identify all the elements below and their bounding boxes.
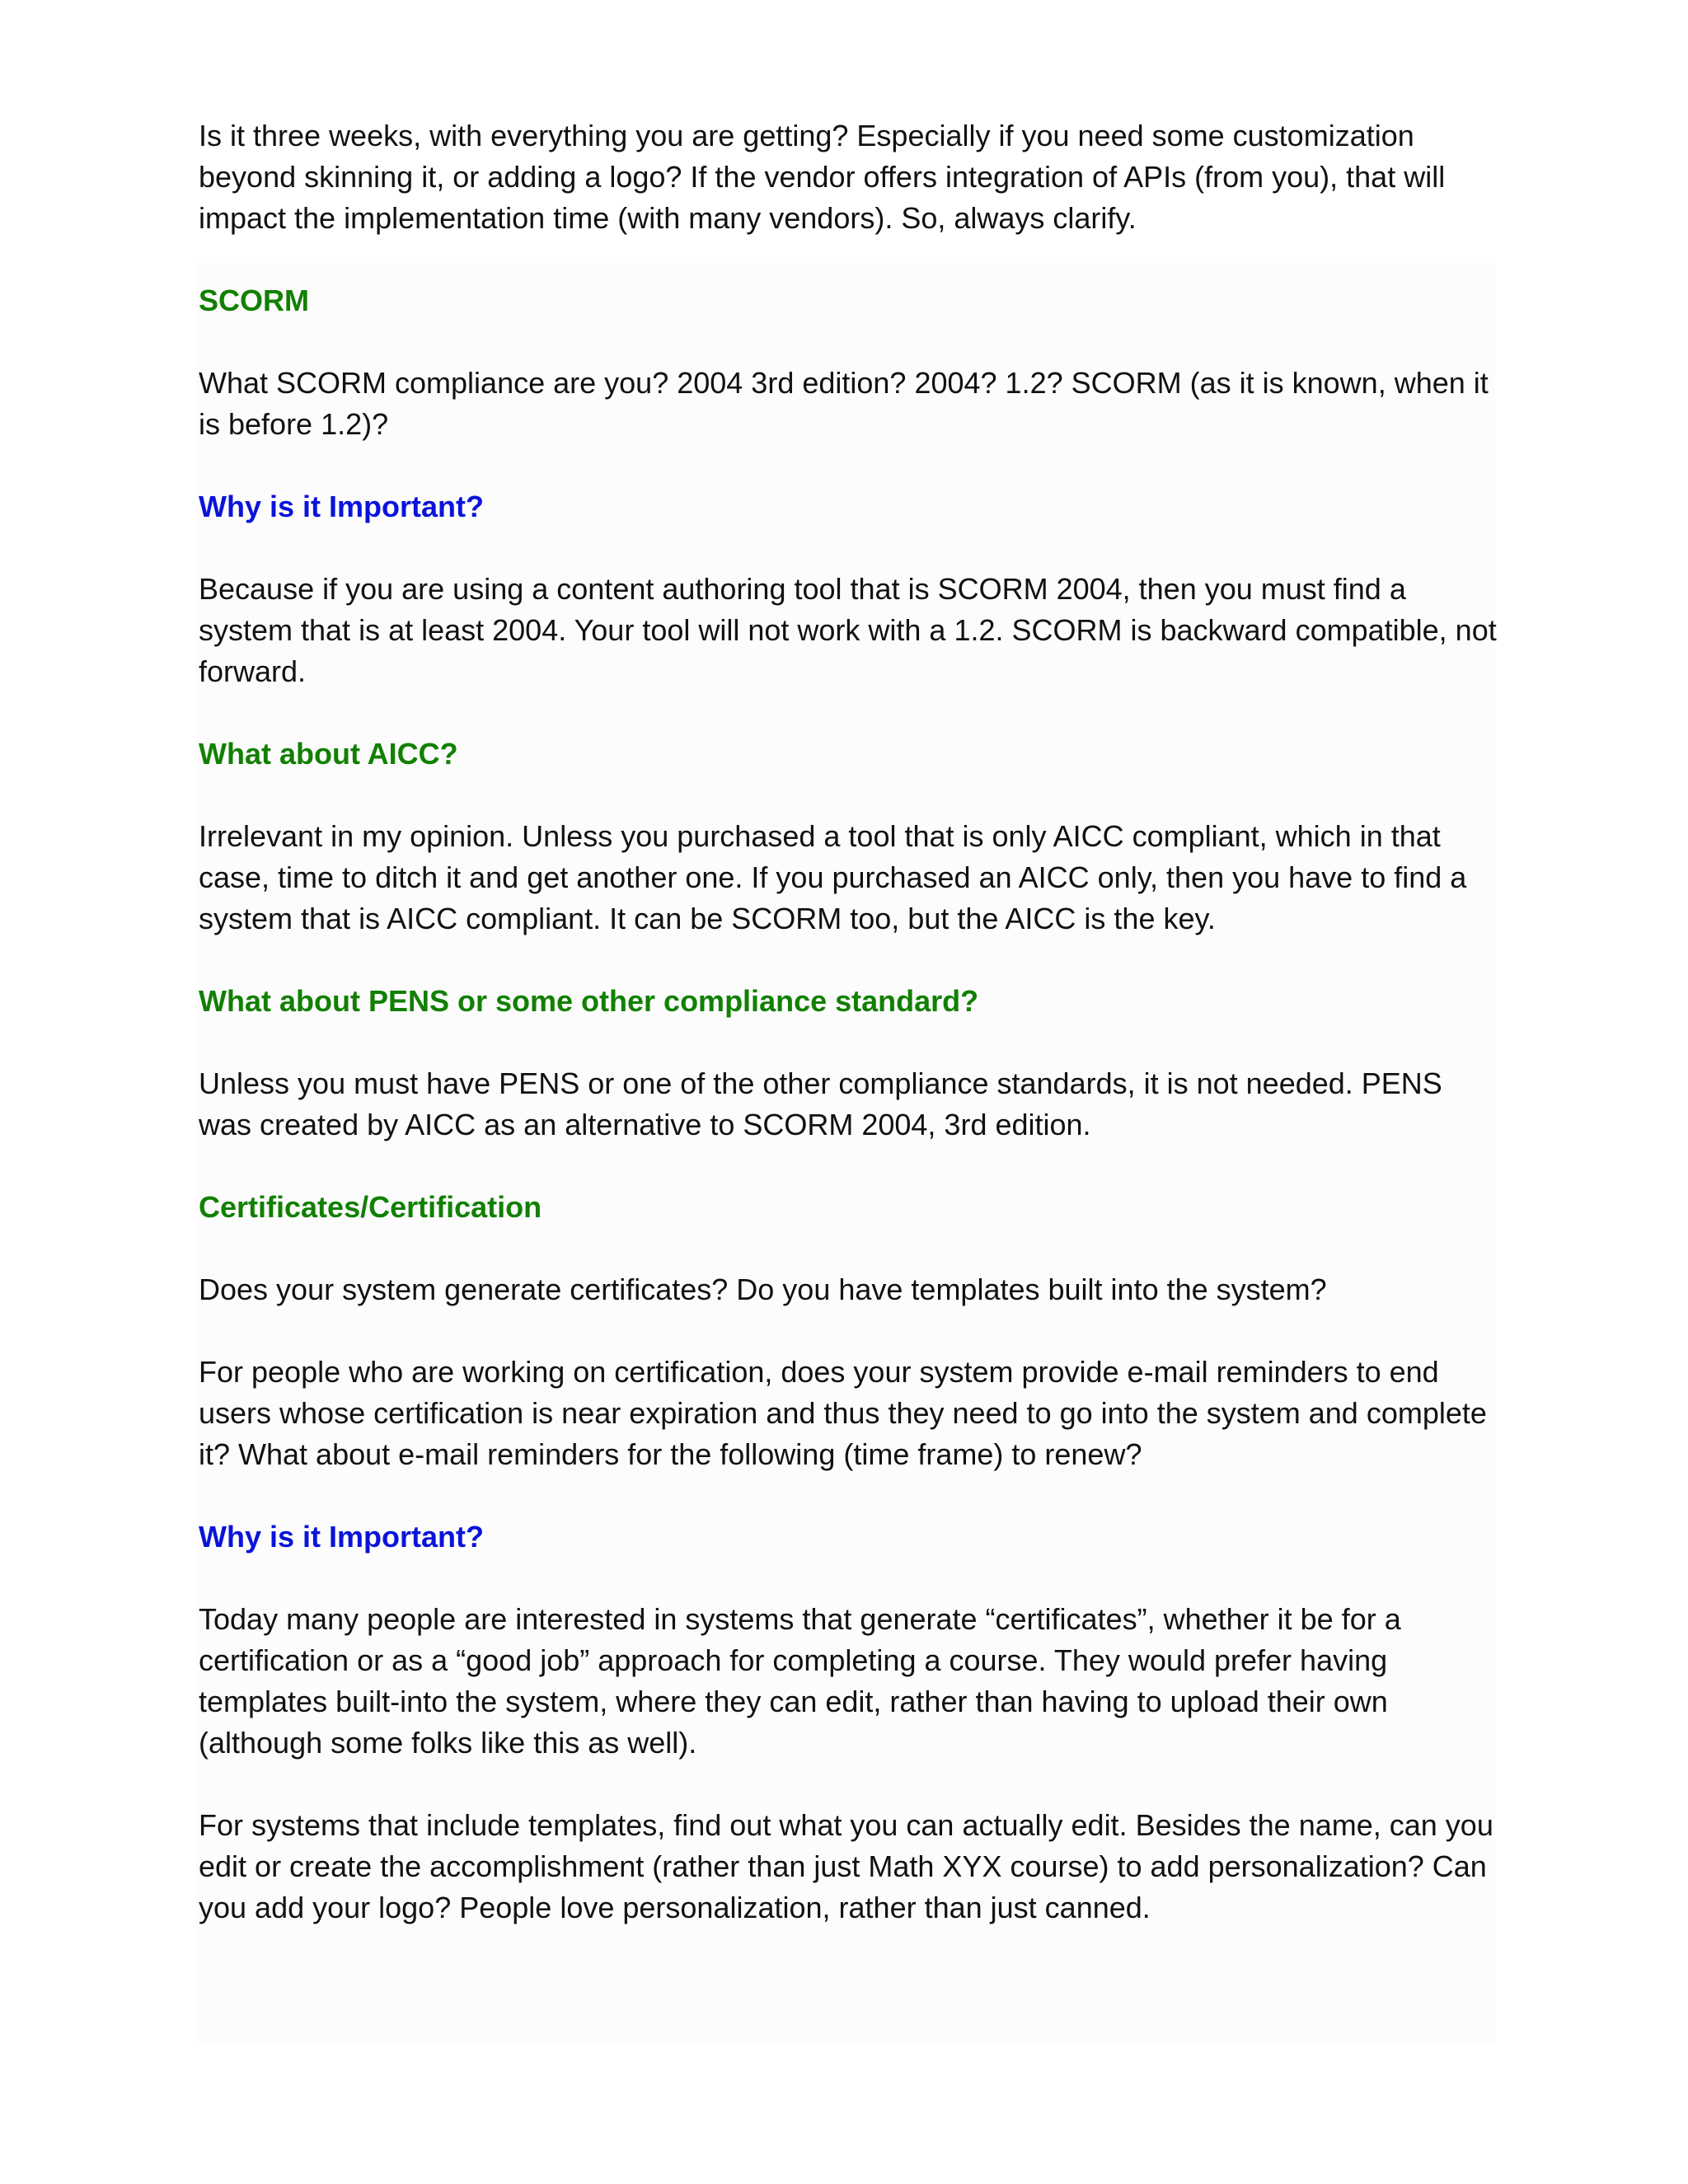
document-body	[199, 115, 1501, 1929]
pens-paragraph: Unless you must have PENS or one of the other compliance standards, it is not needed. PENS was created by AICC as an alternative to SCORM 2004, 3rd edition.	[199, 1066, 1442, 1141]
scorm-paragraph: What SCORM compliance are you? 2004 3rd edition? 2004? 1.2? SCORM (as it is known, when it is before 1.2)?	[199, 366, 1489, 441]
certificates-paragraph-2: For people who are working on certification, does your system provide e-mail reminders to end users whose certification is near expiration and thus they need to go into the system and complete it? What about e-mail reminders for the following (time frame) to renew?	[199, 1355, 1487, 1471]
templates-paragraph: For systems that include templates, find out what you can actually edit. Besides the name, can you edit or create the accomplishment (rather than just Math XYX course) to add personalization? Can you add your logo? People love personalization, rather than just canned.	[199, 1808, 1493, 1924]
why-important-paragraph-1: Because if you are using a content authoring tool that is SCORM 2004, then you must find a system that is at least 2004. Your tool will not work with a 1.2. SCORM is backward compatible, not forward.	[199, 572, 1497, 688]
aicc-heading: What about AICC?	[199, 737, 458, 771]
why-important-heading-2: Why is it Important?	[199, 1520, 484, 1554]
why-important-heading-1: Why is it Important?	[199, 490, 484, 523]
aicc-paragraph: Irrelevant in my opinion. Unless you purchased a tool that is only AICC compliant, which in that case, time to ditch it and get another one. If you purchased an AICC only, then you have to find a system that is AICC compliant. It can be SCORM too, but the AICC is the key.	[199, 819, 1467, 935]
intro-paragraph: Is it three weeks, with everything you are getting? Especially if you need some customization beyond skinning it, or adding a logo? If the vendor offers integration of APIs (from you), that will impact the implementation time (with many vendors). So, always clarify.	[199, 119, 1446, 235]
pens-heading: What about PENS or some other compliance standard?	[199, 984, 979, 1018]
scorm-heading: SCORM	[199, 284, 309, 317]
certificates-paragraph-1: Does your system generate certificates? Do you have templates built into the system?	[199, 1272, 1327, 1306]
certificates-heading: Certificates/Certification	[199, 1190, 542, 1224]
why-important-paragraph-2: Today many people are interested in systems that generate “certificates”, whether it be for a certification or as a “good job” approach for completing a course. They would prefer having templates built-into the system, where they can edit, rather than having to upload their own (although some folks like this as well).	[199, 1602, 1401, 1760]
